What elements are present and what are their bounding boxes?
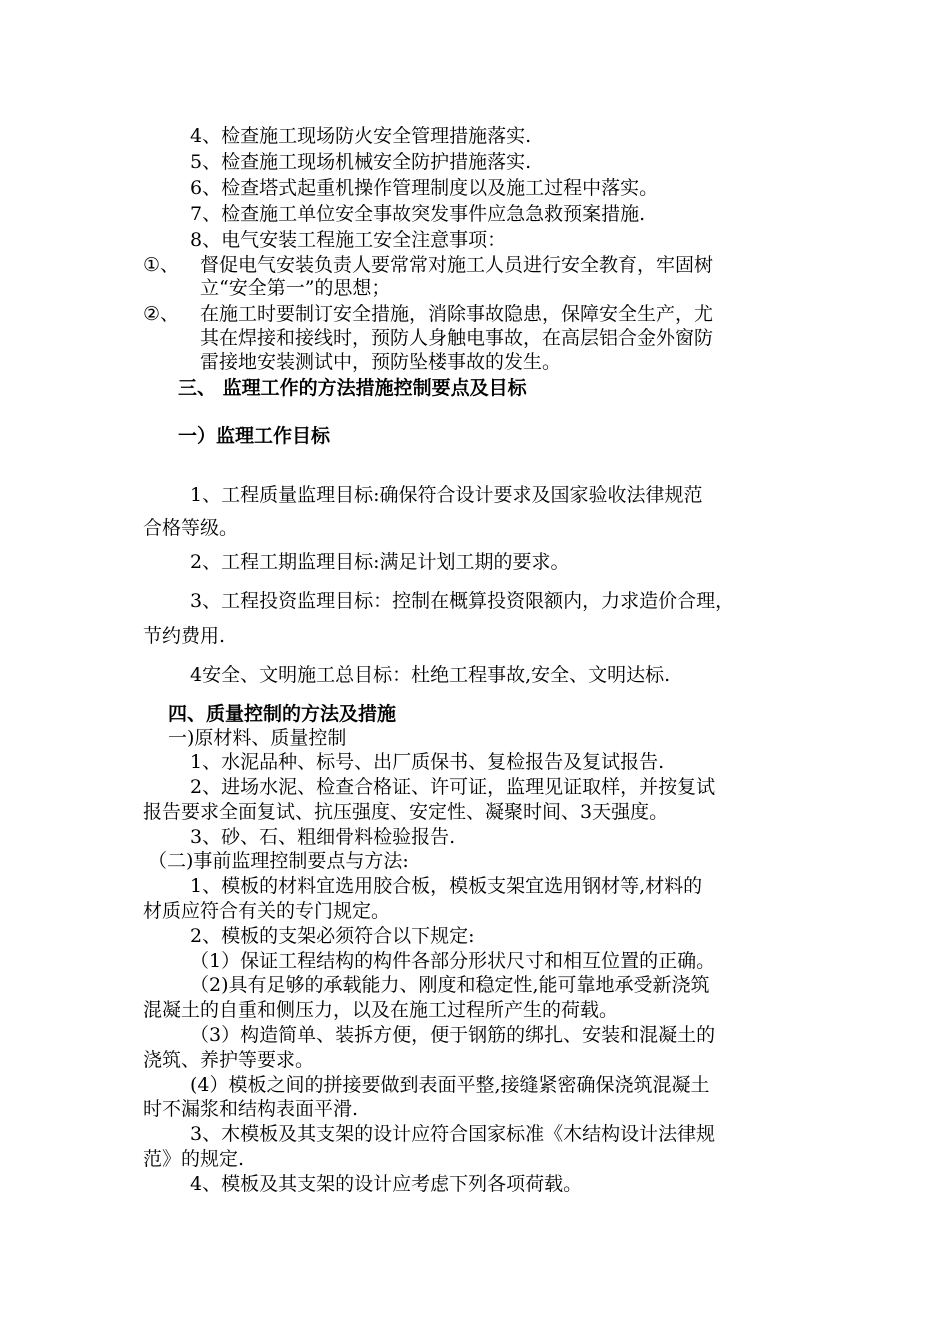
goal-4: 4安全、文明施工总目标：杜绝工程事故,安全、文明达标. [190,664,671,686]
material-3: 3、砂、石、粗细骨料检验报告. [190,826,456,848]
goal-1-line-1: 1、工程质量监理目标:确保符合设计要求及国家验收法律规范 [190,484,703,506]
note-marker-2: ②、 [143,303,180,325]
inspection-item-6: 6、检查塔式起重机操作管理制度以及施工过程中落实。 [190,177,659,199]
note-2-line-2: 其在焊接和接线时，预防人身触电事故，在高层铝合金外窗防 [200,327,714,349]
note-1-line-2: 立“安全第一”的思想； [200,277,391,299]
formwork-2-rule-2-line-2: 混凝土的自重和侧压力，以及在施工过程所产生的荷载。 [143,999,619,1021]
formwork-3-line-1: 3、木模板及其支架的设计应符合国家标准《木结构设计法律规 [190,1123,716,1145]
note-1-line-1: 督促电气安装负责人要常常对施工人员进行安全教育，牢固树 [200,254,714,276]
inspection-item-8: 8、电气安装工程施工安全注意事项： [190,229,507,251]
formwork-1-line-1: 1、模板的材料宜选用胶合板，模板支架宜选用钢材等,材料的 [190,875,703,897]
note-2-line-1: 在施工时要制订安全措施，消除事故隐患，保障安全生产，尤 [200,303,714,325]
note-2-line-3: 雷接地安装测试中，预防坠楼事故的发生。 [200,351,562,373]
goal-2: 2、工程工期监理目标:满足计划工期的要求。 [190,551,570,573]
material-1: 1、水泥品种、标号、出厂质保书、复检报告及复试报告. [190,751,665,773]
formwork-2-rule-3-line-2: 浇筑、养护等要求。 [143,1049,315,1071]
section-4-sub-1: 一)原材料、质量控制 [168,727,347,749]
note-marker-1: ①、 [143,254,180,276]
section-4-heading: 四、质量控制的方法及措施 [168,703,397,725]
inspection-item-7: 7、检查施工单位安全事故突发事件应急急救预案措施. [190,203,646,225]
section-3-subheading: 一）监理工作目标 [178,425,331,447]
inspection-item-4: 4、检查施工现场防火安全管理措施落实. [190,125,532,147]
formwork-3-line-2: 范》的规定. [143,1148,245,1170]
goal-3-line-1: 3、工程投资监理目标：控制在概算投资限额内，力求造价合理， [190,590,735,612]
formwork-2-rule-1: （1）保证工程结构的构件各部分形状尺寸和相互位置的正确。 [190,950,716,972]
formwork-2-rule-3-line-1: （3）构造简单、装拆方便，便于钢筋的绑扎、安装和混凝土的 [190,1024,716,1046]
formwork-1-line-2: 材质应符合有关的专门规定。 [143,900,391,922]
formwork-4: 4、模板及其支架的设计应考虑下列各项荷载。 [190,1173,583,1195]
formwork-2-rule-2-line-1: （2)具有足够的承载能力、刚度和稳定性,能可靠地承受新浇筑 [190,974,710,996]
goal-1-line-2: 合格等级。 [143,517,239,539]
section-4-sub-2: （二)事前监理控制要点与方法: [148,850,409,872]
goal-3-line-2: 节约费用. [143,625,226,647]
section-3-heading: 三、 监理工作的方法措施控制要点及目标 [178,377,527,399]
material-2-line-1: 2、进场水泥、检查合格证、许可证，监理见证取样，并按复试 [190,776,716,798]
formwork-2-rule-4-line-1: (4）模板之间的拼接要做到表面平整,接缝紧密确保浇筑混凝土 [190,1074,710,1096]
material-2-line-2: 报告要求全面复试、抗压强度、安定性、凝聚时间、3天强度。 [143,801,669,823]
inspection-item-5: 5、检查施工现场机械安全防护措施落实. [190,151,532,173]
formwork-2: 2、模板的支架必须符合以下规定: [190,925,475,947]
formwork-2-rule-4-line-2: 时不漏浆和结构表面平滑. [143,1098,359,1120]
